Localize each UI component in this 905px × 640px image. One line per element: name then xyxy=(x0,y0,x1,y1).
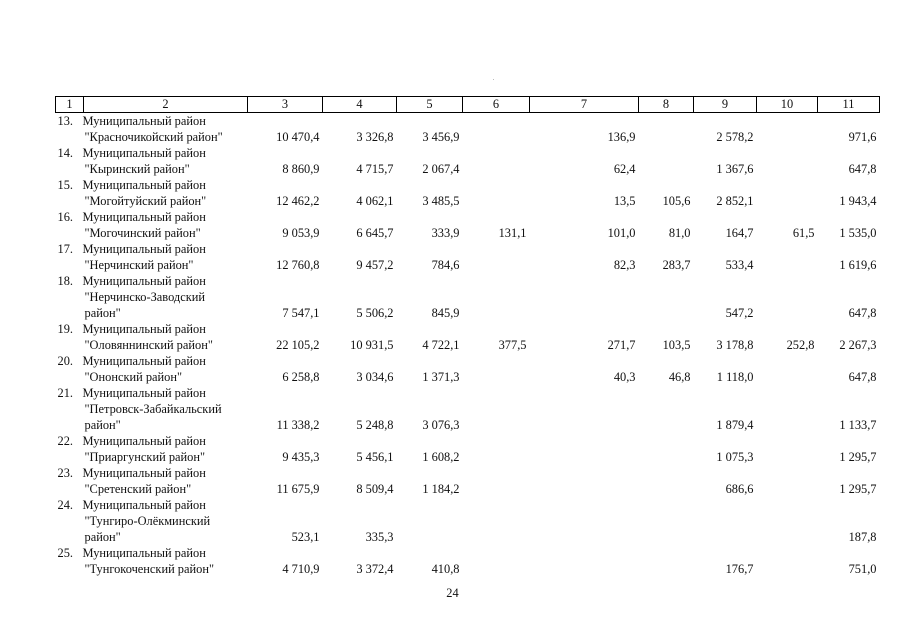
value-cell-col-6 xyxy=(463,545,530,577)
district-line: "Оловяннинский район" xyxy=(84,338,213,352)
value-cell-col-11: 647,8 xyxy=(848,306,877,320)
district-name-cell xyxy=(56,385,248,433)
value-cell-col-7 xyxy=(530,273,639,321)
district-name-cell xyxy=(56,433,248,465)
value-cell-col-5: 4 722,1 xyxy=(422,338,460,352)
value-cell-col-7 xyxy=(530,545,639,577)
table-row xyxy=(56,353,880,385)
value-cell-col-11: 647,8 xyxy=(848,162,877,176)
value-cell-col-8: 46,8 xyxy=(668,370,691,384)
value-cell-col-10 xyxy=(757,385,818,433)
value-cell-col-7: 62,4 xyxy=(613,162,636,176)
value-cell-col-11: 1 295,7 xyxy=(839,450,877,464)
value-cell-col-11: 647,8 xyxy=(848,370,877,384)
value-cell-col-3: 10 470,4 xyxy=(276,130,320,144)
district-line: "Красночикойский район" xyxy=(84,130,223,144)
value-cell-col-3: 6 258,8 xyxy=(282,370,320,384)
value-cell-col-9: 2 578,2 xyxy=(716,130,754,144)
district-text: Муниципальный район xyxy=(82,146,206,160)
scan-speck xyxy=(493,79,494,80)
row-number: 17. xyxy=(57,242,73,256)
col-header-1: 1 xyxy=(56,97,84,113)
value-cell-col-4: 10 931,5 xyxy=(350,338,394,352)
value-cell-col-11: 1 943,4 xyxy=(839,194,877,208)
district-line: район" xyxy=(84,418,121,432)
value-cell-col-4: 5 248,8 xyxy=(356,418,394,432)
value-cell-col-5: 410,8 xyxy=(431,562,460,576)
district-line: "Могочинский район" xyxy=(84,226,201,240)
value-cell-col-9: 3 178,8 xyxy=(716,338,754,352)
district-line-first xyxy=(58,321,245,337)
value-cell-col-5: 333,9 xyxy=(431,226,460,240)
value-cell-col-8: 103,5 xyxy=(662,338,691,352)
value-cell-col-10 xyxy=(757,273,818,321)
value-cell-col-6 xyxy=(463,113,530,146)
value-cell-col-4: 4 062,1 xyxy=(356,194,394,208)
district-name-cell xyxy=(56,465,248,497)
district-name-cell xyxy=(56,113,248,146)
value-cell-col-6 xyxy=(463,241,530,273)
district-text: Муниципальный район xyxy=(82,546,206,560)
col-header-6: 6 xyxy=(463,97,530,113)
value-cell-col-5: 1 608,2 xyxy=(422,450,460,464)
table-row xyxy=(56,497,880,545)
value-cell-col-4: 9 457,2 xyxy=(356,258,394,272)
value-cell-col-6 xyxy=(463,465,530,497)
value-cell-col-3: 9 435,3 xyxy=(282,450,320,464)
value-cell-col-5: 845,9 xyxy=(431,306,460,320)
table-row xyxy=(56,273,880,321)
district-line: "Могойтуйский район" xyxy=(84,194,207,208)
value-cell-col-3: 9 053,9 xyxy=(282,226,320,240)
value-cell-col-4: 8 509,4 xyxy=(356,482,394,496)
district-line: "Тунгокоченский район" xyxy=(84,562,215,576)
value-cell-col-10: 61,5 xyxy=(792,226,815,240)
row-number: 19. xyxy=(57,322,73,336)
value-cell-col-5: 3 485,5 xyxy=(422,194,460,208)
district-line-first xyxy=(58,145,245,161)
value-cell-col-9: 1 118,0 xyxy=(716,370,754,384)
value-cell-col-5: 2 067,4 xyxy=(422,162,460,176)
value-cell-col-11: 1 619,6 xyxy=(839,258,877,272)
value-cell-col-9: 1 879,4 xyxy=(716,418,754,432)
value-cell-col-4: 3 372,4 xyxy=(356,562,394,576)
table-row xyxy=(56,113,880,146)
district-line-first xyxy=(58,433,245,449)
value-cell-col-4: 3 326,8 xyxy=(356,130,394,144)
value-cell-col-3: 7 547,1 xyxy=(282,306,320,320)
district-name-cell xyxy=(56,545,248,577)
value-cell-col-8 xyxy=(639,273,694,321)
col-header-10: 10 xyxy=(757,97,818,113)
district-line-first xyxy=(58,385,245,401)
value-cell-col-8: 81,0 xyxy=(668,226,691,240)
district-text: Муниципальный район xyxy=(82,178,206,192)
value-cell-col-5: 3 076,3 xyxy=(422,418,460,432)
value-cell-col-6: 377,5 xyxy=(498,338,527,352)
value-cell-col-6 xyxy=(463,433,530,465)
value-cell-col-6: 131,1 xyxy=(498,226,527,240)
row-number: 22. xyxy=(57,434,73,448)
value-cell-col-10 xyxy=(757,545,818,577)
value-cell-col-7 xyxy=(530,433,639,465)
value-cell-col-9: 164,7 xyxy=(725,226,754,240)
value-cell-col-10 xyxy=(757,113,818,146)
district-line: "Тунгиро-Олёкминский xyxy=(84,514,211,528)
value-cell-col-7: 136,9 xyxy=(607,130,636,144)
value-cell-col-11: 971,6 xyxy=(848,130,877,144)
value-cell-col-9: 2 852,1 xyxy=(716,194,754,208)
value-cell-col-7: 101,0 xyxy=(607,226,636,240)
district-line: район" xyxy=(84,530,121,544)
row-number: 13. xyxy=(57,114,73,128)
district-line: район" xyxy=(84,306,121,320)
value-cell-col-10 xyxy=(757,177,818,209)
row-number: 18. xyxy=(57,274,73,288)
district-text: Муниципальный район xyxy=(82,114,206,128)
district-line-first xyxy=(58,177,245,193)
district-text: Муниципальный район xyxy=(82,498,206,512)
value-cell-col-9: 176,7 xyxy=(725,562,754,576)
value-cell-col-3: 12 760,8 xyxy=(276,258,320,272)
district-line-first xyxy=(58,353,245,369)
value-cell-col-8: 105,6 xyxy=(662,194,691,208)
table-row xyxy=(56,385,880,433)
value-cell-col-3: 11 338,2 xyxy=(276,418,320,432)
district-text: Муниципальный район xyxy=(82,354,206,368)
value-cell-col-8 xyxy=(639,545,694,577)
value-cell-col-5: 1 371,3 xyxy=(422,370,460,384)
district-line: "Нерчинско-Заводский xyxy=(84,290,205,304)
district-line: "Нерчинский район" xyxy=(84,258,194,272)
value-cell-col-6 xyxy=(463,177,530,209)
value-cell-col-4: 3 034,6 xyxy=(356,370,394,384)
value-cell-col-10 xyxy=(757,433,818,465)
budget-table xyxy=(55,96,880,577)
table-row xyxy=(56,177,880,209)
value-cell-col-9 xyxy=(694,497,757,545)
district-text: Муниципальный район xyxy=(82,242,206,256)
table-row xyxy=(56,433,880,465)
value-cell-col-5: 784,6 xyxy=(431,258,460,272)
value-cell-col-6 xyxy=(463,145,530,177)
value-cell-col-11: 1 535,0 xyxy=(839,226,877,240)
district-name-cell xyxy=(56,209,248,241)
district-line-first xyxy=(58,545,245,561)
district-line: "Приаргунский район" xyxy=(84,450,206,464)
value-cell-col-7: 13,5 xyxy=(613,194,636,208)
district-line-first xyxy=(58,113,245,129)
value-cell-col-11: 751,0 xyxy=(848,562,877,576)
value-cell-col-8: 283,7 xyxy=(662,258,691,272)
value-cell-col-10 xyxy=(757,353,818,385)
district-name-cell xyxy=(56,177,248,209)
value-cell-col-7 xyxy=(530,465,639,497)
value-cell-col-5: 3 456,9 xyxy=(422,130,460,144)
value-cell-col-10 xyxy=(757,465,818,497)
row-number: 16. xyxy=(57,210,73,224)
district-text: Муниципальный район xyxy=(82,466,206,480)
district-line: "Сретенский район" xyxy=(84,482,192,496)
value-cell-col-10: 252,8 xyxy=(786,338,815,352)
value-cell-col-8 xyxy=(639,433,694,465)
table-row xyxy=(56,241,880,273)
district-name-cell xyxy=(56,497,248,545)
value-cell-col-5 xyxy=(397,497,463,545)
row-number: 14. xyxy=(57,146,73,160)
table-row xyxy=(56,465,880,497)
value-cell-col-10 xyxy=(757,241,818,273)
district-text: Муниципальный район xyxy=(82,210,206,224)
value-cell-col-7 xyxy=(530,385,639,433)
value-cell-col-4: 6 645,7 xyxy=(356,226,394,240)
value-cell-col-7: 40,3 xyxy=(613,370,636,384)
district-name-cell xyxy=(56,241,248,273)
value-cell-col-8 xyxy=(639,385,694,433)
value-cell-col-4: 5 506,2 xyxy=(356,306,394,320)
value-cell-col-3: 12 462,2 xyxy=(276,194,320,208)
value-cell-col-4: 335,3 xyxy=(365,530,394,544)
col-header-7: 7 xyxy=(530,97,639,113)
district-name-cell xyxy=(56,273,248,321)
value-cell-col-6 xyxy=(463,273,530,321)
value-cell-col-8 xyxy=(639,113,694,146)
value-cell-col-11: 1 295,7 xyxy=(839,482,877,496)
value-cell-col-11: 2 267,3 xyxy=(839,338,877,352)
district-line: "Ононский район" xyxy=(84,370,183,384)
page-number: 24 xyxy=(446,586,459,600)
value-cell-col-9: 533,4 xyxy=(725,258,754,272)
row-number: 20. xyxy=(57,354,73,368)
value-cell-col-8 xyxy=(639,145,694,177)
value-cell-col-3: 8 860,9 xyxy=(282,162,320,176)
row-number: 23. xyxy=(57,466,73,480)
value-cell-col-5: 1 184,2 xyxy=(422,482,460,496)
district-line-first xyxy=(58,465,245,481)
value-cell-col-9: 547,2 xyxy=(725,306,754,320)
table-row xyxy=(56,321,880,353)
value-cell-col-3: 11 675,9 xyxy=(276,482,320,496)
value-cell-col-8 xyxy=(639,497,694,545)
value-cell-col-6 xyxy=(463,353,530,385)
col-header-3: 3 xyxy=(248,97,323,113)
row-number: 24. xyxy=(57,498,73,512)
district-text: Муниципальный район xyxy=(82,274,206,288)
value-cell-col-7: 271,7 xyxy=(607,338,636,352)
table-row xyxy=(56,545,880,577)
col-header-5: 5 xyxy=(397,97,463,113)
value-cell-col-9: 686,6 xyxy=(725,482,754,496)
value-cell-col-11: 187,8 xyxy=(848,530,877,544)
col-header-4: 4 xyxy=(323,97,397,113)
col-header-11: 11 xyxy=(818,97,880,113)
table-row xyxy=(56,145,880,177)
row-number: 21. xyxy=(57,386,73,400)
district-line-first xyxy=(58,209,245,225)
value-cell-col-8 xyxy=(639,465,694,497)
district-name-cell xyxy=(56,353,248,385)
value-cell-col-10 xyxy=(757,497,818,545)
district-line-first xyxy=(58,273,245,289)
district-text: Муниципальный район xyxy=(82,434,206,448)
table-row xyxy=(56,209,880,241)
value-cell-col-6 xyxy=(463,385,530,433)
district-line: "Петровск-Забайкальский xyxy=(84,402,222,416)
district-name-cell xyxy=(56,321,248,353)
value-cell-col-9: 1 367,6 xyxy=(716,162,754,176)
district-line-first xyxy=(58,497,245,513)
district-line-first xyxy=(58,241,245,257)
col-header-9: 9 xyxy=(694,97,757,113)
value-cell-col-7: 82,3 xyxy=(613,258,636,272)
value-cell-col-11: 1 133,7 xyxy=(839,418,877,432)
header-row xyxy=(56,97,880,113)
district-line: "Кыринский район" xyxy=(84,162,190,176)
value-cell-col-3: 22 105,2 xyxy=(276,338,320,352)
value-cell-col-3: 523,1 xyxy=(291,530,320,544)
table-body xyxy=(56,113,880,578)
value-cell-col-6 xyxy=(463,497,530,545)
value-cell-col-4: 4 715,7 xyxy=(356,162,394,176)
col-header-8: 8 xyxy=(639,97,694,113)
value-cell-col-9: 1 075,3 xyxy=(716,450,754,464)
district-name-cell xyxy=(56,145,248,177)
district-text: Муниципальный район xyxy=(82,322,206,336)
value-cell-col-10 xyxy=(757,145,818,177)
col-header-2: 2 xyxy=(84,97,248,113)
value-cell-col-4: 5 456,1 xyxy=(356,450,394,464)
value-cell-col-7 xyxy=(530,497,639,545)
row-number: 25. xyxy=(57,546,73,560)
value-cell-col-3: 4 710,9 xyxy=(282,562,320,576)
row-number: 15. xyxy=(57,178,73,192)
district-text: Муниципальный район xyxy=(82,386,206,400)
